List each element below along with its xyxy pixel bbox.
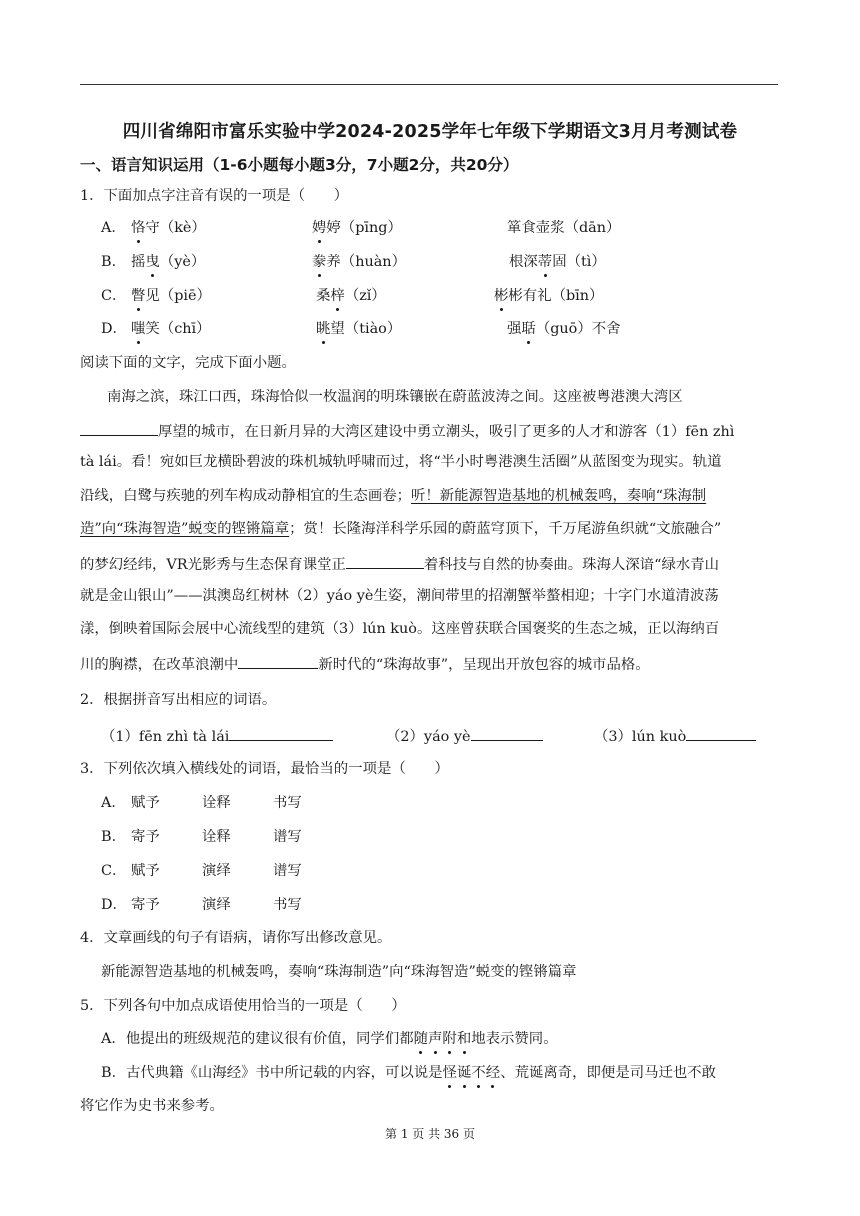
q3-option-word: 谱写 <box>273 863 302 879</box>
q1-option-d-item-1: 嗤笑（chī） <box>131 321 211 337</box>
q3-option-label: B． <box>101 829 126 845</box>
q1-option-a-item-3: 箪食壶浆（dān） <box>507 220 621 236</box>
q1-option-a-label: A． <box>101 220 126 236</box>
q3-option-word: 演绎 <box>202 897 231 913</box>
q5-option-a: A．他提出的班级规范的建议很有价值，同学们都随声附和地表示赞同。 <box>101 1031 558 1047</box>
question-4-stem: 4．文章画线的句子有语病，请你写出修改意见。 <box>80 930 392 946</box>
q4-sentence: 新能源智造基地的机械轰鸣，奏响“珠海制造”向“珠海智造”蜕变的铿锵篇章 <box>101 964 577 980</box>
q1-option-b-item-3: 根深蒂固（tì） <box>509 254 606 270</box>
passage-line-6: 的梦幻经纬，VR光影秀与生态保育课堂正 着科技与自然的协奏曲。珠海人深谙“绿水青山 <box>80 552 719 575</box>
q1-option-a-item-2: 娉婷（pīng） <box>312 220 402 236</box>
blank-1 <box>80 419 158 436</box>
passage-line-4: 沿线，白鹭与疾驰的列车构成动静相宜的生态画卷；听！新能源智造基地的机械轰鸣，奏响“珠海制 <box>80 488 707 504</box>
q1-option-b-item-1: 摇曳（yè） <box>131 254 206 270</box>
q1-option-d-label: D． <box>101 321 127 337</box>
page-footer: 第 1 页 共 36 页 <box>385 1127 475 1141</box>
passage-line-3: tà lái。看！宛如巨龙横卧碧波的珠机城轨呼啸而过，将“半小时粤港澳生活圈”从蓝图变为现实。轨道 <box>80 454 722 470</box>
reading-intro: 阅读下面的文字，完成下面小题。 <box>80 355 296 371</box>
q5-option-b: B．古代典籍《山海经》书中所记载的内容，可以说是怪诞不经、荒诞离奇，即便是司马迁也不敢 <box>101 1065 717 1081</box>
q1-option-a-item-1: 恪守（kè） <box>131 220 206 236</box>
q5-option-b-continued: 将它作为史书来参考。 <box>80 1098 224 1114</box>
q1-option-b-label: B． <box>101 254 126 270</box>
question-1-stem: 1．下面加点字注音有误的一项是（ ） <box>80 188 349 204</box>
question-2-stem: 2．根据拼音写出相应的词语。 <box>80 692 277 708</box>
q3-option-word: 诠释 <box>202 829 231 845</box>
exam-title: 四川省绵阳市富乐实验中学2024-2025学年七年级下学期语文3月月考测试卷 <box>122 122 738 142</box>
passage-line-1: 南海之滨，珠江口西，珠海恰似一枚温润的明珠镶嵌在蔚蓝波涛之间。这座被粤港澳大湾区 <box>107 389 683 405</box>
q3-option-word: 书写 <box>273 897 302 913</box>
underlined-sentence-part-2: 造”向“珠海智造”蜕变的铿锵篇章 <box>80 521 290 537</box>
q2-answer-blank-3[interactable] <box>686 724 756 741</box>
q3-option-word: 演绎 <box>202 863 231 879</box>
q2-item-3: （3）lún kuò <box>594 724 756 747</box>
q3-option-word: 赋予 <box>131 863 160 879</box>
q3-option-label: A． <box>101 795 126 811</box>
section-heading: 一、语言知识运用（1-6小题每小题3分，7小题2分，共20分） <box>80 156 519 174</box>
q2-item-2: （2）yáo yè <box>386 724 543 747</box>
q1-option-c-label: C． <box>101 288 127 304</box>
underlined-sentence-part-1: 听！新能源智造基地的机械轰鸣，奏响“珠海制 <box>411 488 707 504</box>
q3-option-label: D． <box>101 897 127 913</box>
q3-option-word: 赋予 <box>131 795 160 811</box>
q1-option-d-item-3: 强聒（guō）不舍 <box>507 321 621 337</box>
passage-line-7: 就是金山银山”——淇澳岛红树林（2）yáo yè生姿，潮间带里的招潮蟹举螯相迎；十字门水道清波荡 <box>80 588 719 604</box>
q2-answer-blank-2[interactable] <box>471 724 543 741</box>
passage-line-2: 厚望的城市，在日新月异的大湾区建设中勇立潮头，吸引了更多的人才和游客（1）fēn zhì <box>80 419 734 442</box>
q1-option-c-item-1: 瞥见（piē） <box>131 288 211 304</box>
q1-option-c-item-2: 桑梓（zǐ） <box>316 288 386 304</box>
q2-answer-blank-1[interactable] <box>229 724 333 741</box>
passage-line-8: 漾，倒映着国际会展中心流线型的建筑（3）lún kuò。这座曾获联合国褒奖的生态之城，正以海纳百 <box>80 621 720 637</box>
q3-option-word: 寄予 <box>131 897 160 913</box>
q1-option-d-item-2: 眺望（tiào） <box>316 321 402 337</box>
passage-line-5: 造”向“珠海智造”蜕变的铿锵篇章；赏！长隆海洋科学乐园的蔚蓝穹顶下，千万尾游鱼织就“文旅融合” <box>80 521 722 537</box>
q3-option-word: 寄予 <box>131 829 160 845</box>
passage-line-9: 川的胸襟，在改革浪潮中 新时代的“珠海故事”，呈现出开放包容的城市品格。 <box>80 652 650 675</box>
q3-option-word: 诠释 <box>202 795 231 811</box>
q3-option-label: C． <box>101 863 127 879</box>
question-5-stem: 5．下列各句中加点成语使用恰当的一项是（ ） <box>80 998 406 1014</box>
q1-option-c-item-3: 彬彬有礼（bīn） <box>494 288 604 304</box>
q2-item-1: （1）fēn zhì tà lái <box>101 724 333 747</box>
q1-option-b-item-2: 豢养（huàn） <box>312 254 406 270</box>
blank-3 <box>238 652 318 669</box>
q3-option-word: 书写 <box>273 795 302 811</box>
header-rule <box>80 84 778 85</box>
q3-option-word: 谱写 <box>273 829 302 845</box>
blank-2 <box>346 552 424 569</box>
question-3-stem: 3．下列依次填入横线处的词语，最恰当的一项是（ ） <box>80 761 449 777</box>
